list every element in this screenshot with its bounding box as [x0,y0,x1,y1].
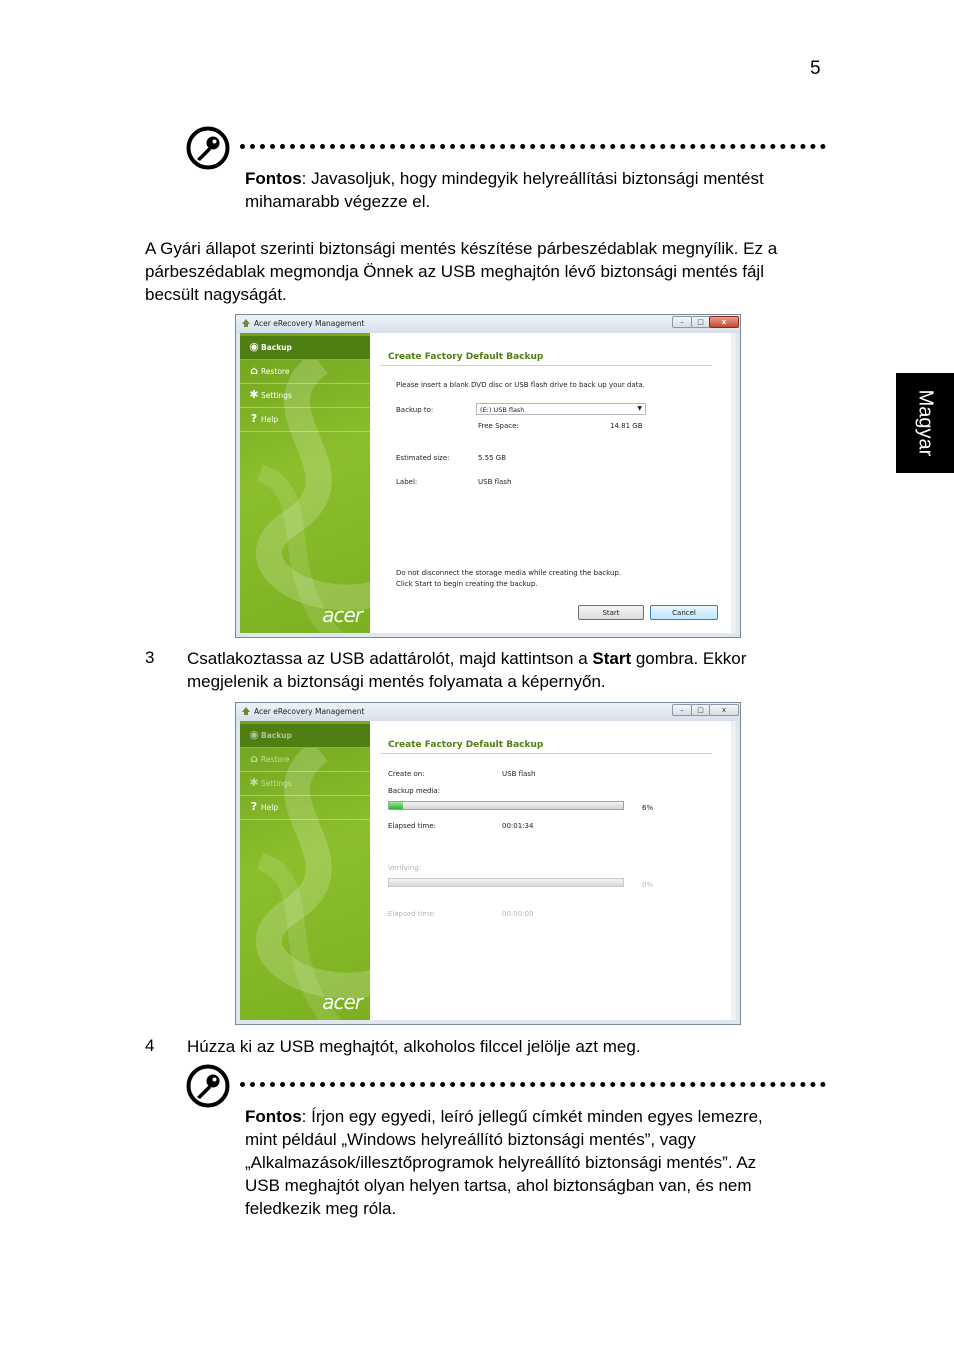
note-text: : Írjon egy egyedi, leíró jellegű címkét minden egyes lemezre, [301,1107,763,1126]
backup-media-label: Backup media: [388,787,441,795]
restore-icon: ⌂ [250,752,258,765]
elapsed-time-label: Elapsed time: [388,910,436,918]
sidebar [240,721,370,1020]
nav-label: Restore [261,367,290,376]
backup-progress-bar [388,801,624,810]
create-on-label: Create on: [388,770,425,778]
scrollbar[interactable] [731,721,736,1020]
acer-logo: acer [322,603,362,627]
maximize-button[interactable]: □ [691,704,710,716]
backup-to-select[interactable] [476,403,646,415]
nav-backup[interactable] [240,336,370,360]
language-tab [896,373,954,473]
language-tab-label: Magyar [914,389,937,457]
step-number: 4 [145,1036,155,1055]
note-divider [240,144,826,149]
panel-heading: Create Factory Default Backup [388,740,544,750]
app-icon [241,706,251,716]
backup-to-label: Backup to: [396,406,434,414]
cancel-button[interactable] [650,605,718,620]
elapsed-time-label: Elapsed time: [388,822,436,830]
cancel-button-label: Cancel [672,609,696,617]
panel-heading: Create Factory Default Backup [388,352,544,362]
instruction-text: Please insert a blank DVD disc or USB flash drive to back up your data. [396,381,645,389]
erecovery-dialog-start [235,314,741,638]
note-bold: Fontos [245,1107,302,1126]
verify-progress-bar [388,878,624,887]
gear-icon: ✱ [249,388,259,401]
sidebar [240,333,370,633]
intro-paragraph [145,237,845,306]
close-button[interactable]: x [709,704,739,716]
note-line: mint például „Windows helyreállító biztonsági mentés”, vagy [245,1130,696,1149]
free-space-value: 14.81 GB [610,422,643,430]
step-number: 3 [145,648,155,667]
step-4-text: Húzza ki az USB meghajtót, alkoholos filccel jelölje azt meg. [187,1037,641,1056]
note-divider [240,1082,826,1087]
window-title: Acer eRecovery Management [254,707,365,716]
note-line: USB meghajtót olyan helyen tartsa, ahol biztonságban van, és nem [245,1176,752,1195]
note-line: „Alkalmazások/illesztőprogramok helyreállító biztonsági mentés”. Az [245,1153,757,1172]
note-text-line2: mihamarabb végezze el. [245,192,431,211]
backup-icon: ◉ [249,340,259,353]
nav-backup [240,724,370,748]
window-title: Acer eRecovery Management [254,319,365,328]
label-value: USB flash [478,478,512,486]
step-text: gombra. Ekkor [631,649,747,668]
note-important-2 [245,1105,845,1220]
minimize-button[interactable]: – [672,316,692,328]
close-button[interactable]: x [709,316,739,328]
nav-label: Help [261,803,279,812]
nav-settings [240,772,370,796]
title-bar [236,703,740,721]
scrollbar[interactable] [731,333,736,633]
step-3-text [187,647,847,693]
start-button-label: Start [602,609,620,617]
free-space-label: Free Space: [478,422,519,430]
title-bar [236,315,740,333]
minimize-button[interactable]: – [672,704,692,716]
acer-logo: acer [322,990,362,1014]
verifying-label: Verifying: [388,864,422,872]
erecovery-dialog-progress [235,702,741,1025]
content-pane [370,333,736,633]
elapsed-time-value: 00:01:34 [502,822,534,830]
note-important-1 [245,167,845,213]
paragraph-line: becsült nagyságát. [145,285,287,304]
step-text: Csatlakoztassa az USB adattárolót, majd kattintson a [187,649,593,668]
estimated-size-value: 5.55 GB [478,454,507,462]
backup-icon: ◉ [249,728,259,741]
nav-restore [240,748,370,772]
estimated-size-label: Estimated size: [396,454,450,462]
warning-text: Do not disconnect the storage media while creating the backup. [396,569,622,577]
step-bold: Start [592,649,632,668]
label-label: Label: [396,478,418,486]
page-number: 5 [810,58,821,79]
nav-settings[interactable] [240,384,370,408]
chevron-down-icon: ▼ [637,405,642,412]
backup-progress-fill [389,802,403,809]
nav-restore[interactable] [240,360,370,384]
note-key-icon [186,1064,230,1108]
nav-label: Restore [261,755,290,764]
paragraph-line: A Gyári állapot szerinti biztonsági mentés készítése párbeszédablak megnyílik. Ez a [145,239,778,258]
nav-label: Backup [261,343,292,352]
heading-divider [380,365,712,366]
help-icon: ? [250,412,258,425]
note-key-icon [186,126,230,170]
note-bold: Fontos [245,169,302,188]
note-line: feledkezik meg róla. [245,1199,397,1218]
step-text-line2: megjelenik a biztonsági mentés folyamata a képernyőn. [187,672,606,691]
nav-label: Settings [261,391,292,400]
paragraph-line: párbeszédablak megmondja Önnek az USB meghajtón lévő biztonsági mentés fájl [145,262,764,281]
selected-drive: (E:) USB flash [480,406,525,414]
start-button[interactable] [578,605,644,620]
app-icon [241,318,251,328]
create-on-value: USB flash [502,770,536,778]
maximize-button[interactable]: □ [691,316,710,328]
nav-help[interactable] [240,408,370,432]
nav-help[interactable] [240,796,370,820]
help-icon: ? [250,800,258,813]
nav-label: Settings [261,779,292,788]
start-hint-text: Click Start to begin creating the backup. [396,580,538,588]
nav-label: Backup [261,731,292,740]
nav-label: Help [261,415,279,424]
verify-percent: 0% [642,881,654,889]
restore-icon: ⌂ [250,364,258,377]
elapsed-time-value: 00:00:00 [502,910,534,918]
heading-divider [380,753,712,754]
gear-icon: ✱ [249,776,259,789]
backup-percent: 6% [642,804,654,812]
content-pane [370,721,736,1020]
note-text: : Javasoljuk, hogy mindegyik helyreállítási biztonsági mentést [301,169,764,188]
